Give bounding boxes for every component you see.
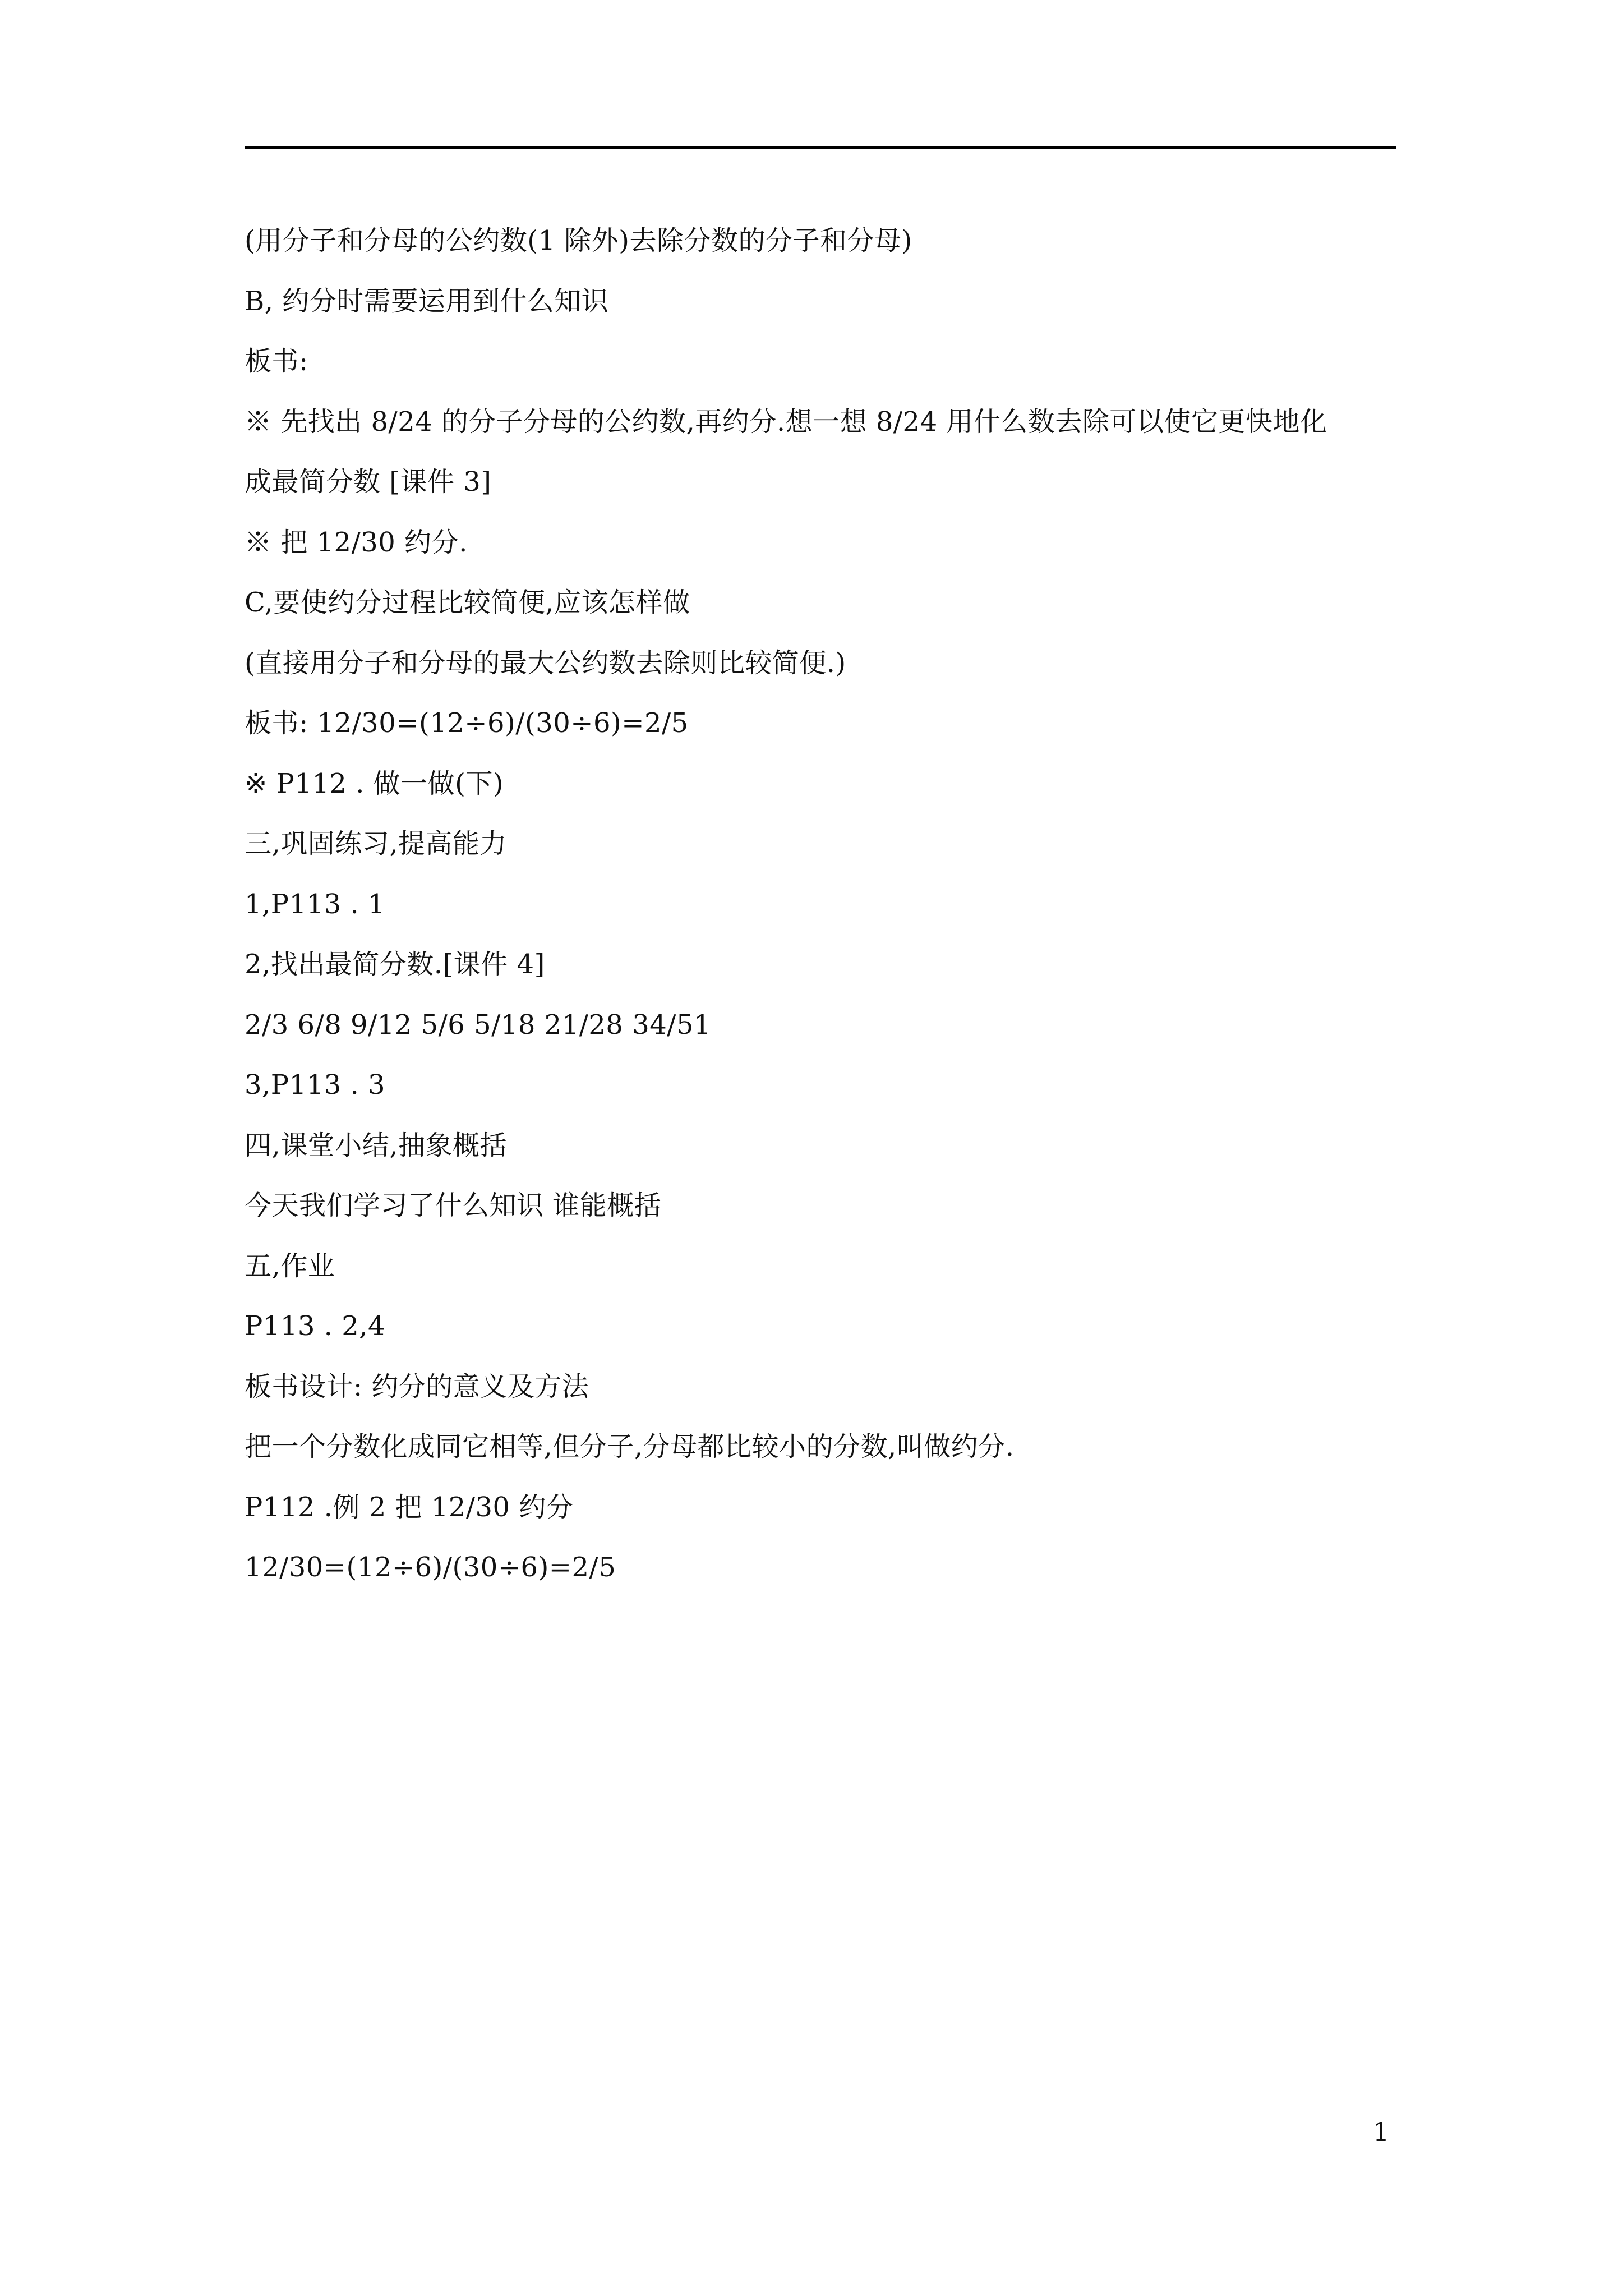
text-line: 1,P113 . 1 <box>245 888 386 920</box>
text-line: 2/3 6/8 9/12 5/6 5/18 21/28 34/51 <box>245 1009 712 1041</box>
document-body <box>245 221 1400 1608</box>
text-line: 12/30=(12÷6)/(30÷6)=2/5 <box>245 1552 616 1583</box>
text-line: ※ 把 12/30 约分. <box>245 526 468 558</box>
section-heading: 四,课堂小结,抽象概括 <box>245 1129 508 1161</box>
text-line: 把一个分数化成同它相等,但分子,分母都比较小的分数,叫做约分. <box>245 1431 1015 1462</box>
text-line: 板书: 12/30=(12÷6)/(30÷6)=2/5 <box>245 707 689 739</box>
header-rule <box>245 146 1396 149</box>
section-heading: 五,作业 <box>245 1250 335 1282</box>
text-line: 板书设计: 约分的意义及方法 <box>245 1370 589 1402</box>
text-line: (用分子和分母的公约数(1 除外)去除分数的分子和分母) <box>245 225 912 256</box>
text-line: 今天我们学习了什么知识 谁能概括 <box>245 1190 662 1221</box>
section-heading: 三,巩固练习,提高能力 <box>245 828 508 859</box>
text-line: 板书: <box>245 346 308 377</box>
text-line: B, 约分时需要运用到什么知识 <box>245 285 609 317</box>
text-line: ※ P112 . 做一做(下) <box>245 767 504 799</box>
text-line: P112 .例 2 把 12/30 约分 <box>245 1491 574 1523</box>
text-line: (直接用分子和分母的最大公约数去除则比较简便.) <box>245 647 846 679</box>
text-line: ※ 先找出 8/24 的分子分母的公约数,再约分.想一想 8/24 用什么数去除可以使它更快地化 <box>245 406 1327 438</box>
text-line: 2,找出最简分数.[课件 4] <box>245 949 545 980</box>
text-line: 成最简分数 [课件 3] <box>245 466 492 498</box>
text-line: P113 . 2,4 <box>245 1310 386 1342</box>
text-line: C,要使约分过程比较简便,应该怎样做 <box>245 587 690 618</box>
text-line: 3,P113 . 3 <box>245 1069 386 1101</box>
page-number: 1 <box>1373 2116 1390 2147</box>
